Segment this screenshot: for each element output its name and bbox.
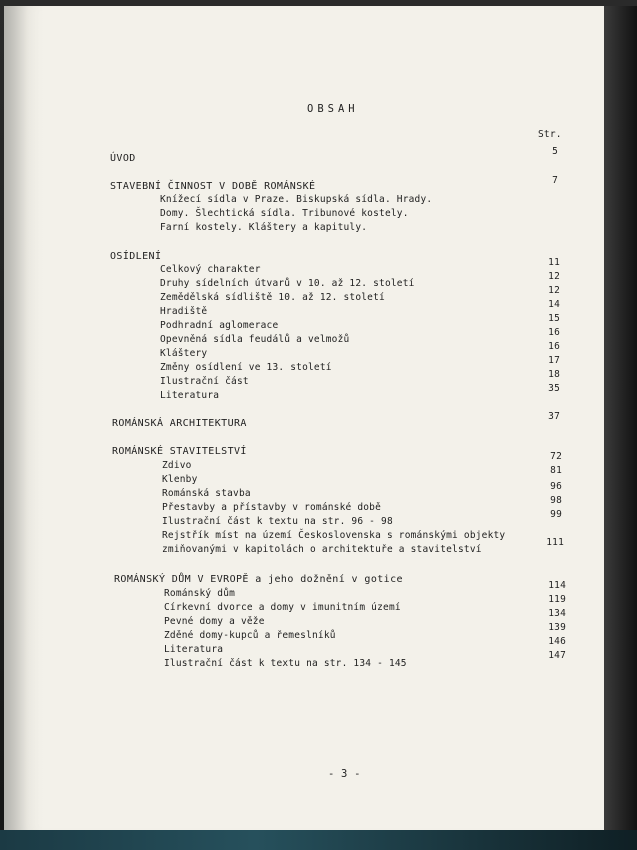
toc-entry: Pevné domy a věže xyxy=(164,616,265,627)
toc-entry-page: 16 xyxy=(548,341,560,352)
toc-entry-page: 81 xyxy=(550,465,562,476)
toc-entry: Ilustrační část xyxy=(160,376,249,387)
toc-entry: Hradiště xyxy=(160,306,208,317)
toc-entry: Klenby xyxy=(162,474,198,485)
toc-entry-page: 14 xyxy=(548,299,560,310)
toc-entry-page: 114 xyxy=(548,580,566,591)
toc-entry-page: 146 xyxy=(548,636,566,647)
bottom-edge xyxy=(0,830,637,850)
page-column-label: Str. xyxy=(538,129,562,140)
toc-entry-page: 72 xyxy=(550,451,562,462)
toc-entry-page: 11 xyxy=(548,257,560,268)
toc-entry: Zděné domy-kupců a řemeslníků xyxy=(164,630,336,641)
toc-entry: Rejstřík míst na území Československa s románskými objekty xyxy=(162,530,506,541)
section-heading-dum: ROMÁNSKÝ DŮM V EVROPĚ a jeho dožnění v gotice xyxy=(114,574,403,585)
toc-entry-page: 147 xyxy=(548,650,566,661)
toc-entry: Literatura xyxy=(164,644,224,655)
toc-entry: Změny osídlení ve 13. století xyxy=(160,362,332,373)
toc-entry: Podhradní aglomerace xyxy=(160,320,279,331)
right-edge-shadow xyxy=(604,6,637,836)
toc-entry: Ilustrační část k textu na str. 96 - 98 xyxy=(162,516,393,527)
page-binding-shadow xyxy=(4,6,44,832)
section-page-uvod: 5 xyxy=(552,146,558,157)
toc-entry-page: 35 xyxy=(548,383,560,394)
section-page-architektura: 37 xyxy=(548,411,560,422)
page-number: - 3 - xyxy=(328,768,361,780)
toc-entry: Zdivo xyxy=(162,460,192,471)
section-heading-architektura: ROMÁNSKÁ ARCHITEKTURA xyxy=(112,418,247,429)
document-page xyxy=(4,6,604,832)
toc-entry: Druhy sídelních útvarů v 10. až 12. století xyxy=(160,278,415,289)
toc-entry: Domy. Šlechtická sídla. Tribunové kostely. xyxy=(160,208,409,219)
section-heading-stavebni: STAVEBNÍ ČINNOST V DOBĚ ROMÁNSKÉ xyxy=(110,181,316,192)
toc-entry-page: 18 xyxy=(548,369,560,380)
toc-entry: Celkový charakter xyxy=(160,264,261,275)
toc-entry: Ilustrační část k textu na str. 134 - 145 xyxy=(164,658,407,669)
toc-entry-page: 12 xyxy=(548,285,560,296)
toc-entry-page: 15 xyxy=(548,313,560,324)
toc-entry: Opevněná sídla feudálů a velmožů xyxy=(160,334,350,345)
toc-entry: Knížecí sídla v Praze. Biskupská sídla. Hrady. xyxy=(160,194,433,205)
toc-entry-page: 119 xyxy=(548,594,566,605)
toc-entry: Kláštery xyxy=(160,348,208,359)
toc-entry-page: 111 xyxy=(546,537,564,548)
toc-entry-page: 16 xyxy=(548,327,560,338)
toc-entry: Farní kostely. Kláštery a kapituly. xyxy=(160,222,368,233)
toc-entry-page: 17 xyxy=(548,355,560,366)
toc-entry: Přestavby a přístavby v románské době xyxy=(162,502,382,513)
toc-entry: Románský dům xyxy=(164,588,236,599)
toc-entry: Románská stavba xyxy=(162,488,251,499)
toc-entry: Zemědělská sídliště 10. až 12. století xyxy=(160,292,385,303)
document-title: OBSAH xyxy=(307,103,359,115)
toc-entry: Církevní dvorce a domy v imunitním území xyxy=(164,602,401,613)
toc-entry: Literatura xyxy=(160,390,220,401)
toc-entry-page: 134 xyxy=(548,608,566,619)
toc-entry-page: 99 xyxy=(550,509,562,520)
toc-entry-page: 12 xyxy=(548,271,560,282)
toc-entry-page: 96 xyxy=(550,481,562,492)
section-heading-osidleni: OSÍDLENÍ xyxy=(110,251,162,262)
section-heading-uvod: ÚVOD xyxy=(110,153,136,164)
toc-entry-page: 98 xyxy=(550,495,562,506)
section-heading-stavitelstvi: ROMÁNSKÉ STAVITELSTVÍ xyxy=(112,446,247,457)
toc-entry: zmiňovanými v kapitolách o architektuře a stavitelství xyxy=(162,544,482,555)
section-page-stavebni: 7 xyxy=(552,175,558,186)
toc-entry-page: 139 xyxy=(548,622,566,633)
